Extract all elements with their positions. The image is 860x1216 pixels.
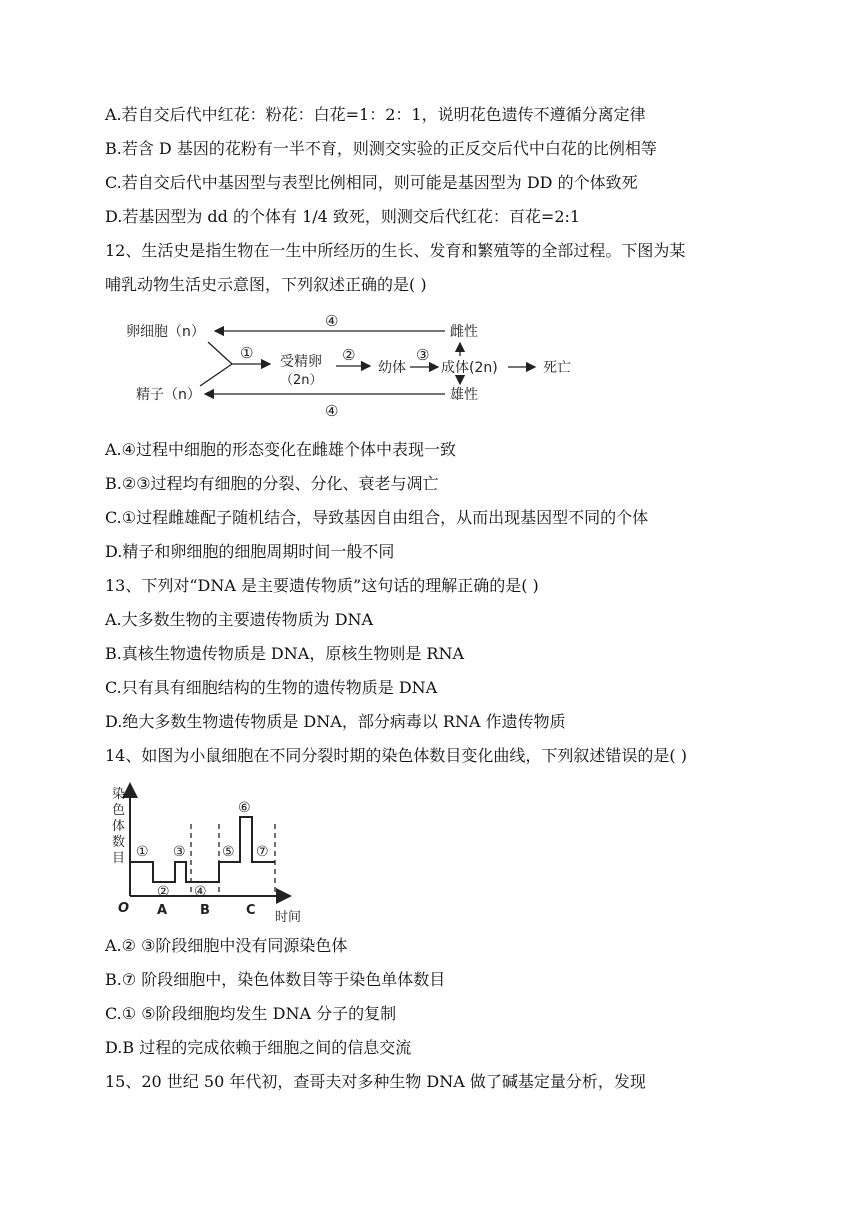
q12-option-d: D.精子和卵细胞的细胞周期时间一般不同	[105, 542, 395, 561]
step4-top-label: ④	[325, 312, 339, 330]
y-label-char-1: 染	[112, 787, 126, 802]
y-label-char-5: 目	[112, 851, 126, 866]
q15-stem: 15、20 世纪 50 年代初，查哥夫对多种生物 DNA 做了碱基定量分析，发现	[105, 1072, 646, 1091]
chromosome-curve	[130, 817, 275, 882]
q13-option-d: D.绝大多数生物遗传物质是 DNA，部分病毒以 RNA 作遗传物质	[105, 712, 566, 731]
q14-option-c: C.① ⑤阶段细胞均发生 DNA 分子的复制	[105, 1004, 397, 1023]
q13-option-b: B.真核生物遗传物质是 DNA，原核生物则是 RNA	[105, 644, 465, 663]
step3-label: ③	[416, 346, 430, 364]
stage-2: ②	[157, 884, 170, 900]
q13-option-c: C.只有具有细胞结构的生物的遗传物质是 DNA	[105, 678, 438, 697]
juvenile-label: 幼体	[378, 360, 406, 376]
egg-label: 卵细胞（n）	[126, 324, 205, 340]
phase-b: B	[200, 903, 210, 918]
stage-4: ④	[194, 884, 207, 900]
phase-c: C	[246, 903, 256, 918]
q14-option-a: A.② ③阶段细胞中没有同源染色体	[105, 936, 348, 955]
phase-a: A	[157, 903, 168, 918]
stage-7: ⑦	[256, 844, 269, 860]
step2-label: ②	[342, 346, 356, 364]
q14-stem: 14、如图为小鼠细胞在不同分裂时期的染色体数目变化曲线，下列叙述错误的是( )	[105, 746, 687, 765]
female-label: 雌性	[450, 324, 478, 340]
q12-stem-line1: 12、生活史是指生物在一生中所经历的生长、发育和繁殖等的全部过程。下图为某	[105, 241, 686, 260]
stage-6: ⑥	[238, 800, 251, 816]
q14-option-b: B.⑦ 阶段细胞中，染色体数目等于染色单体数目	[105, 970, 446, 989]
life-cycle-diagram	[120, 310, 590, 425]
x-axis-label: 时间	[275, 910, 302, 925]
sperm-label: 精子（n）	[136, 387, 201, 403]
chromosome-count-graph	[110, 778, 310, 928]
adult-label: 成体(2n)	[441, 360, 498, 376]
y-label-char-3: 体	[112, 819, 126, 834]
step1-label: ①	[240, 344, 254, 362]
zygote-ploidy-label: （2n）	[280, 373, 323, 388]
y-label-char-4: 数	[112, 835, 126, 850]
stage-3: ③	[173, 844, 186, 860]
origin-label: O	[118, 901, 130, 916]
q11-option-b: B.若含 D 基因的花粉有一半不育，则测交实验的正反交后代中白花的比例相等	[105, 139, 657, 158]
q11-option-a: A.若自交后代中红花：粉花：白花=1：2：1，说明花色遗传不遵循分离定律	[105, 105, 646, 124]
step4-bottom-label: ④	[325, 402, 339, 420]
q14-option-d: D.B 过程的完成依赖于细胞之间的信息交流	[105, 1038, 412, 1057]
q11-option-d: D.若基因型为 dd 的个体有 1/4 致死，则测交后代红花：百花=2:1	[105, 207, 581, 226]
death-label: 死亡	[543, 360, 571, 376]
q12-stem-line2: 哺乳动物生活史示意图，下列叙述正确的是( )	[105, 275, 427, 294]
y-label-char-2: 色	[112, 803, 126, 818]
q13-option-a: A.大多数生物的主要遗传物质为 DNA	[105, 610, 374, 629]
q12-option-a: A.④过程中细胞的形态变化在雌雄个体中表现一致	[105, 440, 456, 459]
zygote-label: 受精卵	[280, 354, 322, 370]
stage-5: ⑤	[222, 844, 235, 860]
q11-option-c: C.若自交后代中基因型与表型比例相同，则可能是基因型为 DD 的个体致死	[105, 173, 638, 192]
q12-option-b: B.②③过程均有细胞的分裂、分化、衰老与凋亡	[105, 474, 439, 493]
q13-stem: 13、下列对“DNA 是主要遗传物质”这句话的理解正确的是( )	[105, 576, 539, 595]
stage-1: ①	[136, 844, 149, 860]
q12-option-c: C.①过程雌雄配子随机结合，导致基因自由组合，从而出现基因型不同的个体	[105, 508, 649, 527]
male-label: 雄性	[450, 387, 478, 403]
